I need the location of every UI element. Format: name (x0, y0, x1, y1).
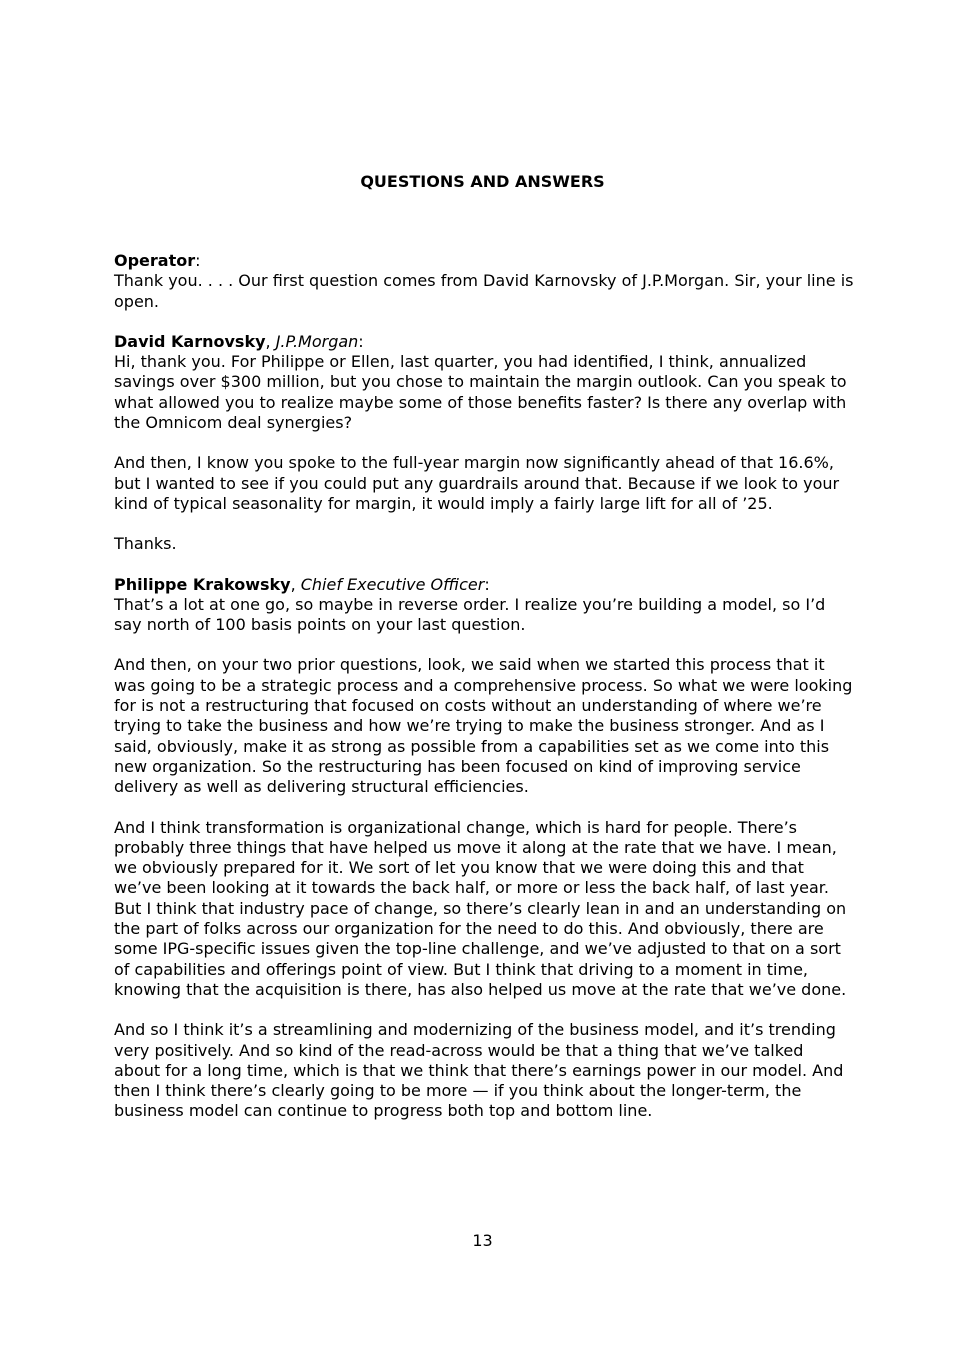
transcript-block-operator (114, 251, 854, 312)
page-number: 13 (472, 1231, 493, 1250)
speaker-role: J.P.Morgan (275, 331, 359, 351)
transcript-body (114, 251, 854, 1142)
paragraph: And I think transformation is organizational change, which is hard for people. There’s probably three things that have helped us move it along at the rate that we have. I mean, we obviously prepared for it. We sort of let you know that we were doing this and that we’ve been looking at it towards the back half, or more or less the back half, of last year. But I think that industry pace of change, so there’s clearly lean in and an understanding on the part of folks across our organization for the need to do this. And obviously, there are some IPG-specific issues given the top-line challenge, and we’ve adjusted to that on a sort of capabilities and offerings point of view. But I think that driving to a moment in time, knowing that the acquisition is there, has also helped us move at the rate that we’ve done. (114, 817, 847, 999)
speaker-separator: , (265, 331, 276, 351)
paragraph: Thanks. (114, 534, 177, 554)
transcript-block-executive (114, 575, 854, 1122)
speaker-separator: , (290, 574, 301, 594)
speaker-colon: : (484, 574, 490, 594)
paragraph: And then, on your two prior questions, look, we said when we started this process that it was going to be a strategic process and a comprehensive process. So what we were looking for is not a restructuring that focused on costs without an understanding of where we’re trying to take the business and how we’re trying to make the business stronger. And as I said, obviously, make it as strong as possible from a capabilities set as we come into this new organization. So the restructuring has been focused on kind of improving service delivery as well as delivering structural efficiencies. (114, 655, 853, 797)
speaker-colon: : (195, 251, 201, 270)
speaker-line (114, 575, 854, 595)
speaker-name: Operator (114, 251, 196, 270)
speaker-name: Philippe Krakowsky (114, 574, 291, 594)
paragraph: Hi, thank you. For Philippe or Ellen, last quarter, you had identified, I think, annualized savings over $300 million, but you chose to maintain the margin outlook. Can you speak to what allowed you to realize maybe some of those benefits faster? Is there any overlap with the Omnicom deal synergies? (114, 352, 847, 433)
paragraph: And so I think it’s a streamlining and modernizing of the business model, and it’s trending very positively. And so kind of the read-across would be that a thing that we’ve talked about for a long time, which is that we think that there’s earnings power in our model. And then I think there’s clearly going to be more — if you think about the longer-term, the business model can continue to progress both top and bottom line. (114, 1020, 844, 1121)
section-title: QUESTIONS AND ANSWERS (360, 172, 605, 191)
speaker-name: David Karnovsky (114, 331, 266, 351)
paragraph: And then, I know you spoke to the full-year margin now significantly ahead of that 16.6%, but I wanted to see if you could put any guardrails around that. Because if we look to your kind of typical seasonality for margin, it would imply a fairly large lift for all of ’25. (114, 453, 840, 513)
transcript-block-analyst (114, 332, 854, 555)
speaker-colon: : (358, 331, 364, 351)
speaker-line (114, 251, 854, 271)
speaker-line (114, 332, 854, 352)
speaker-role: Chief Executive Officer (300, 574, 485, 594)
paragraph: That’s a lot at one go, so maybe in reverse order. I realize you’re building a model, so I’d say north of 100 basis points on your last question. (114, 594, 826, 635)
paragraph: Thank you. . . . Our first question comes from David Karnovsky of J.P.Morgan. Sir, your line is open. (114, 271, 854, 311)
